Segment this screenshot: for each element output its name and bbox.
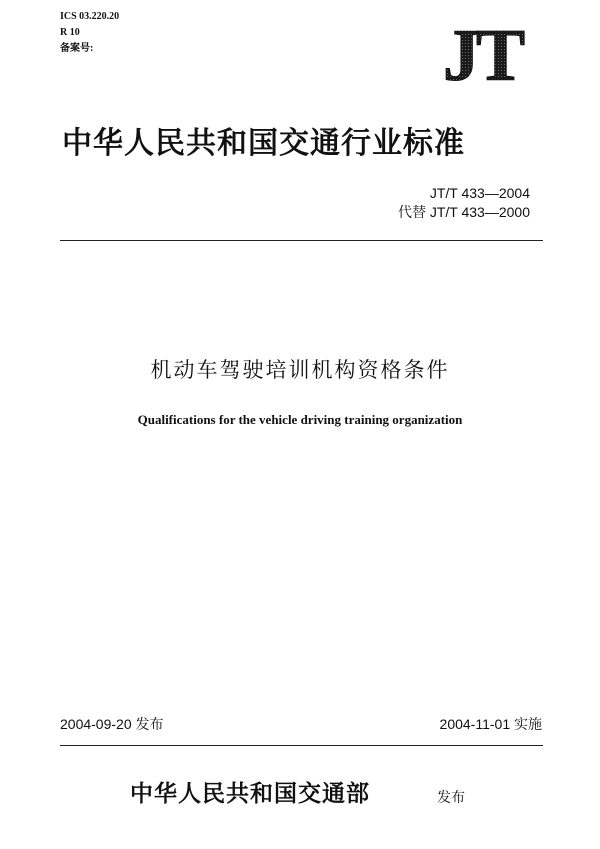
issue-date: 2004-09-20 发布: [60, 716, 164, 732]
filing-number-label: 备案号:: [60, 43, 94, 54]
standard-category-title: 中华人民共和国交通行业标准: [62, 126, 465, 161]
ics-code: ICS 03.220.20: [60, 11, 120, 22]
standard-number: JT/T 433—2004: [429, 185, 530, 201]
jt-logo: [422, 24, 542, 84]
replaces-standard: 代替 JT/T 433—2000: [397, 204, 530, 220]
document-title-chinese: 机动车驾驶培训机构资格条件: [150, 358, 450, 382]
logo-text: JT: [442, 24, 522, 84]
header-divider: [60, 240, 543, 241]
issuing-authority: 中华人民共和国交通部: [130, 780, 370, 807]
footer-divider: [60, 745, 543, 746]
issue-action: 发布: [437, 790, 465, 806]
document-title-english: Qualifications for the vehicle driving training organization: [137, 412, 463, 427]
clc-code: R 10: [60, 27, 80, 38]
implementation-date: 2004-11-01 实施: [439, 716, 542, 732]
